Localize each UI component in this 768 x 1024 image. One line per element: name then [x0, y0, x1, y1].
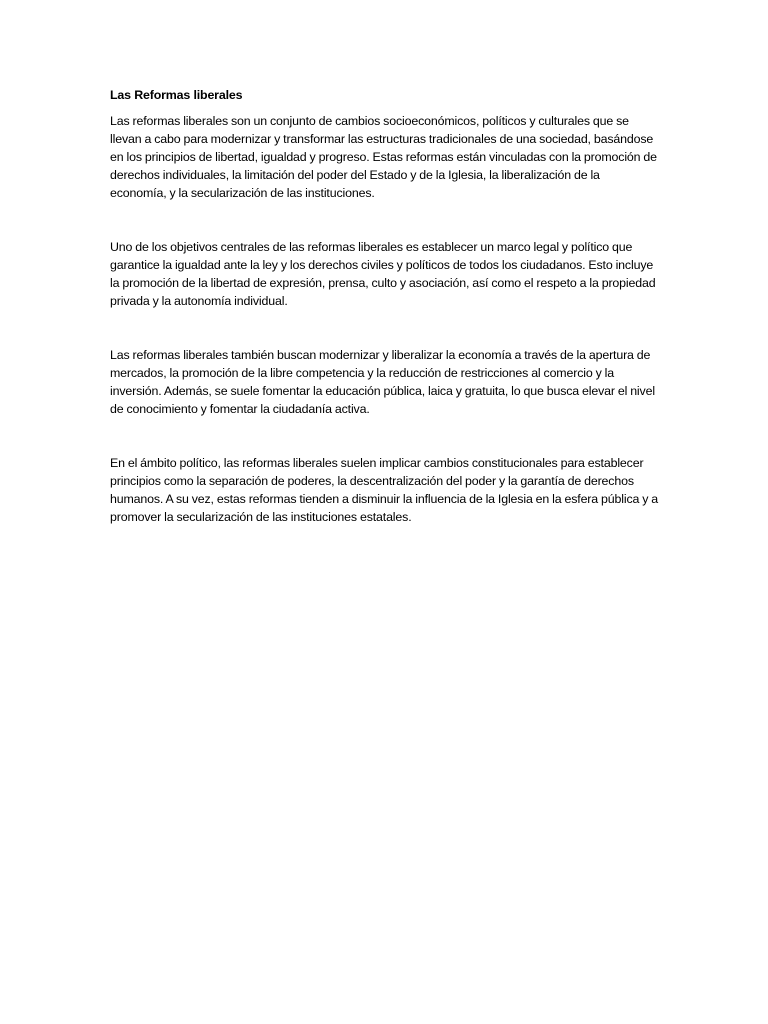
- document-body: [110, 86, 658, 526]
- paragraph-political: En el ámbito político, las reformas liberales suelen implicar cambios constitucionales para establecer principios como la separación de poderes, la descentralización del poder y la garantía de derechos humanos. A su vez, estas reformas tienden a disminuir la influencia de la Iglesia en la esfera pública y a promover la secularización de las instituciones estatales.: [110, 456, 659, 524]
- paragraph-legal-objectives: Uno de los objetivos centrales de las reformas liberales es establecer un marco legal y político que garantice la igualdad ante la ley y los derechos civiles y políticos de todos los ciudadanos. Esto incluye la promoción de la libertad de expresión, prensa, culto y asociación, así como el respeto a la propiedad privada y la autonomía individual.: [110, 240, 656, 308]
- document-title: Las Reformas liberales: [110, 88, 243, 102]
- paragraph-economy: Las reformas liberales también buscan modernizar y liberalizar la economía a través de la apertura de mercados, la promoción de la libre competencia y la reducción de restricciones al comercio y la inversión. Además, se suele fomentar la educación pública, laica y gratuita, lo que busca elevar el nivel de conocimiento y fomentar la ciudadanía activa.: [110, 348, 655, 416]
- paragraph-introduction: Las reformas liberales son un conjunto de cambios socioeconómicos, políticos y culturales que se llevan a cabo para modernizar y transformar las estructuras tradicionales de una sociedad, basándose en los principios de libertad, igualdad y progreso. Estas reformas están vinculadas con la promoción de derechos individuales, la limitación del poder del Estado y de la Iglesia, la liberalización de la economía, y la secularización de las instituciones.: [110, 114, 657, 200]
